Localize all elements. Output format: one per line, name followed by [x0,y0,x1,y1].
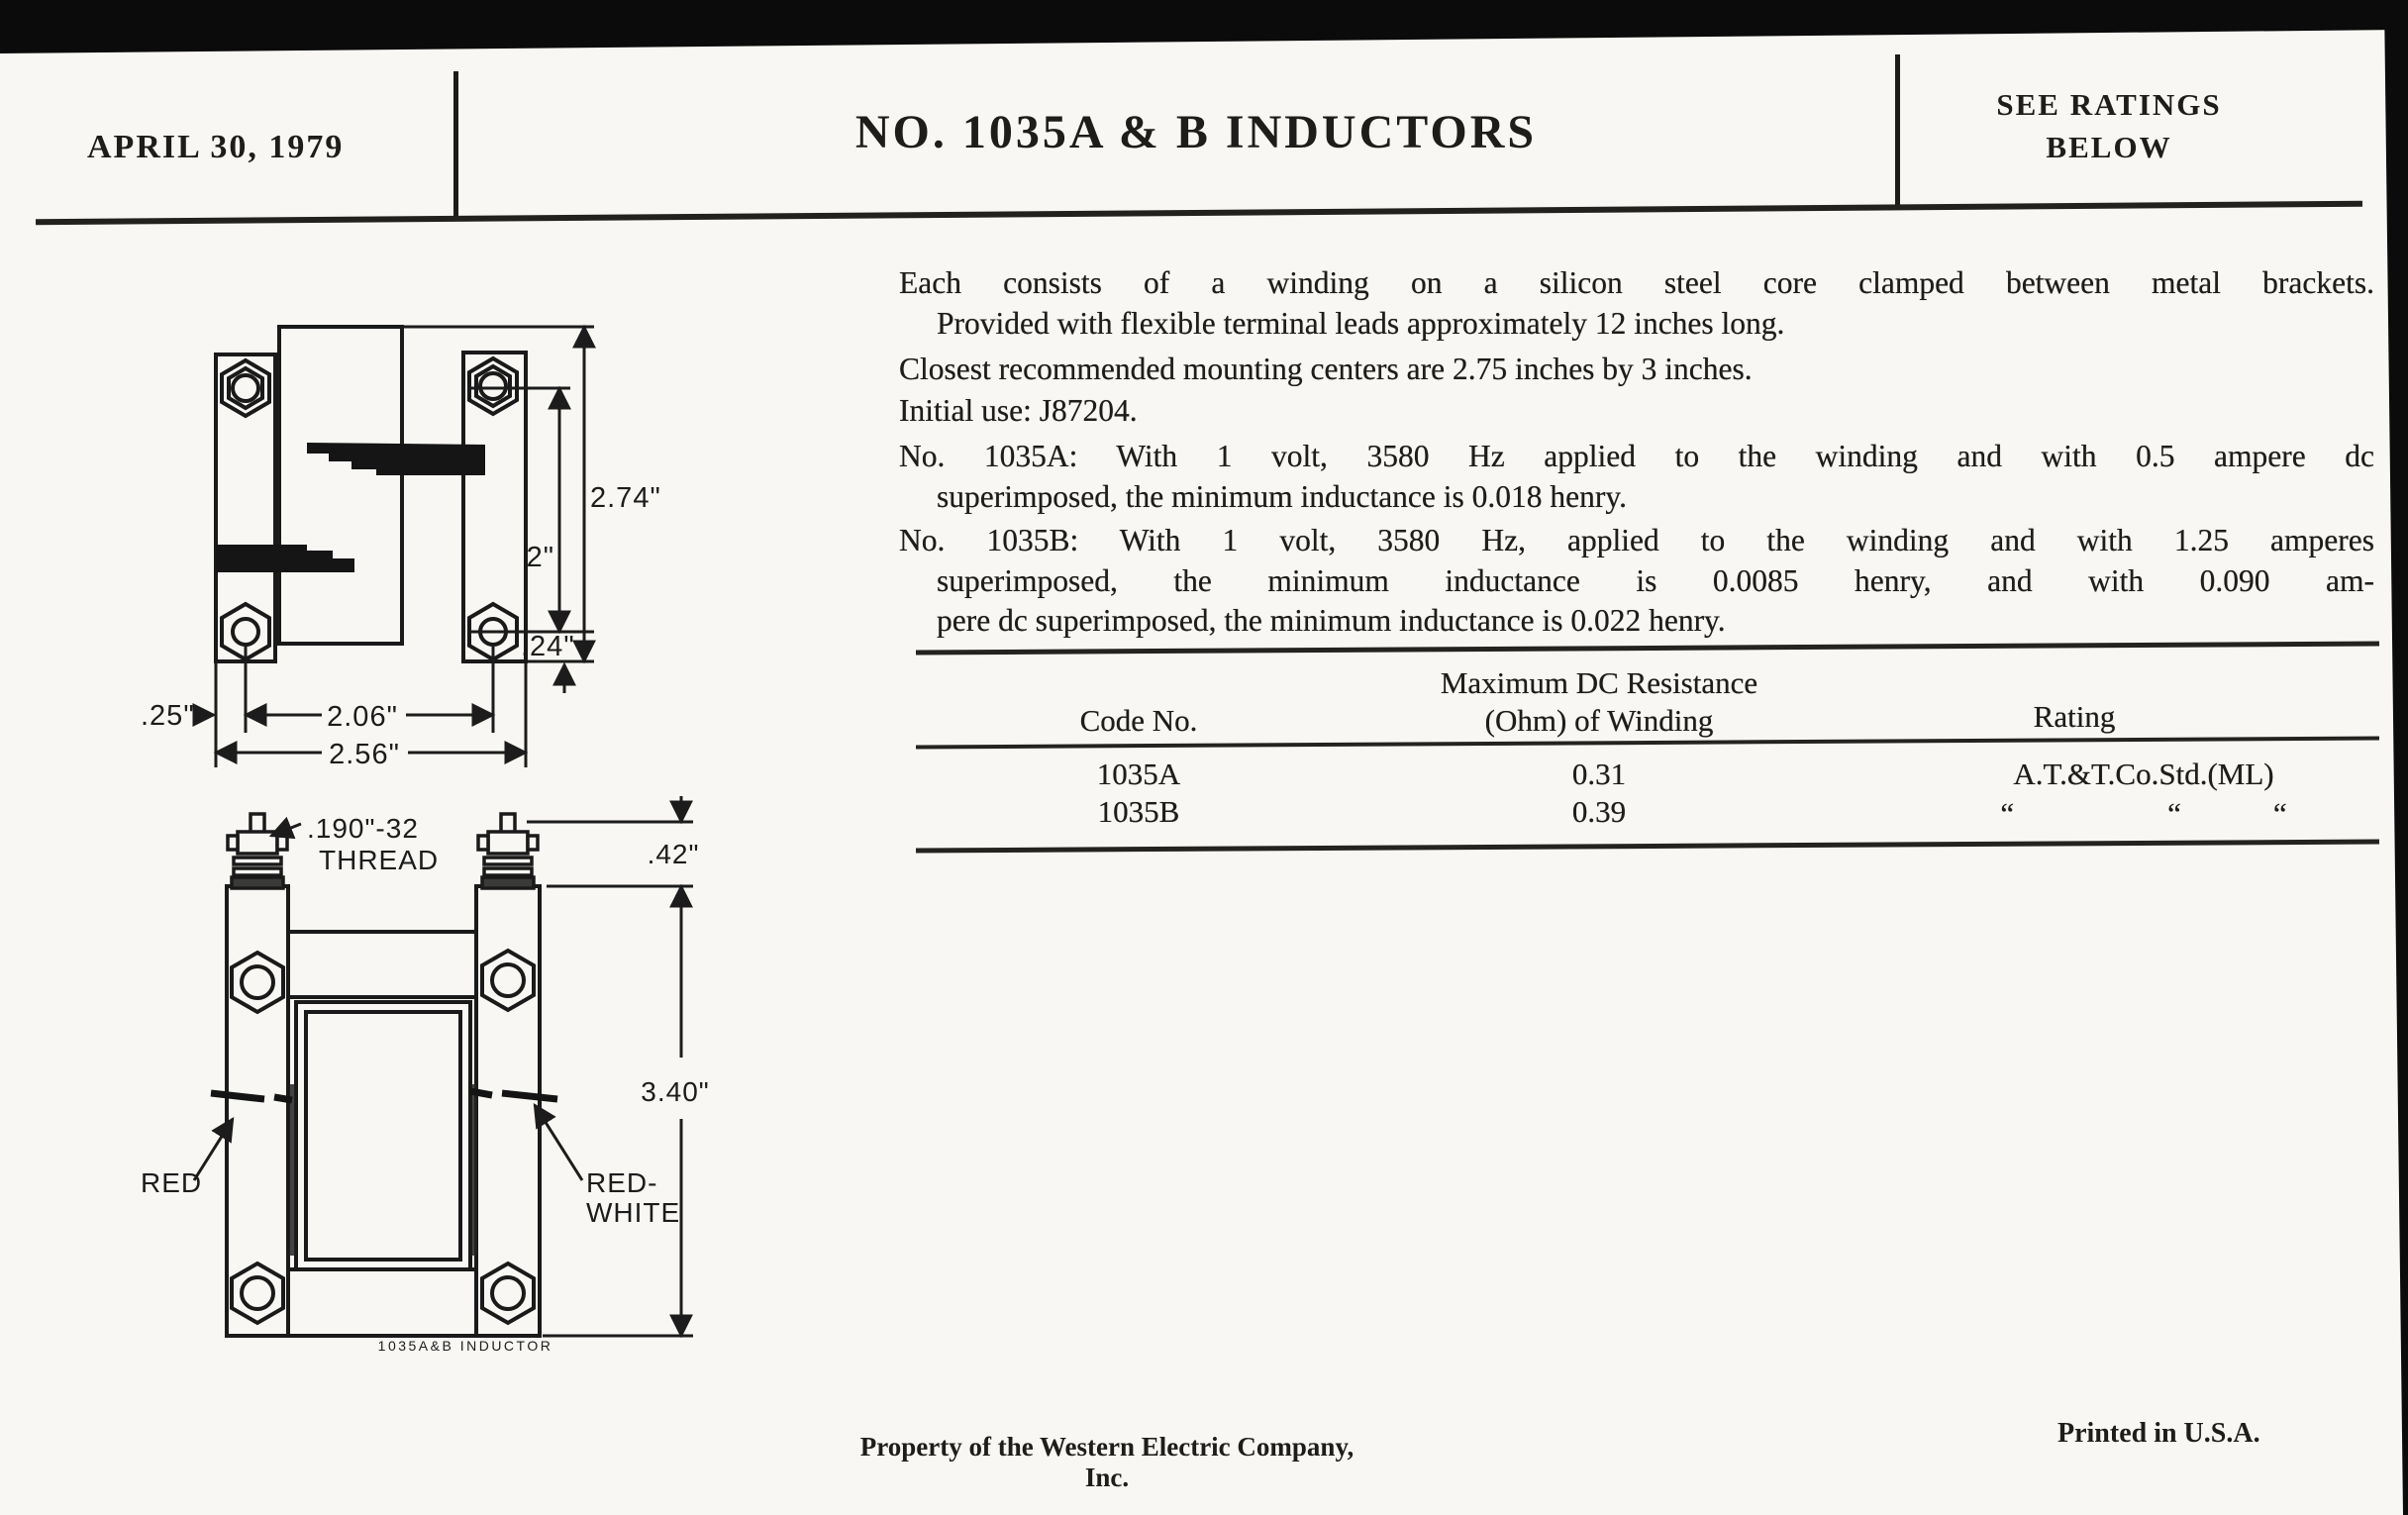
cell-code: 1035B [1097,794,1180,829]
header-divider-left [453,71,458,216]
para-line: Closest recommended mounting centers are 2.75 inches by 3 inches. [899,352,1753,386]
para-line: No. 1035A: With 1 volt, 3580 Hz applied to the winding and with 0.5 ampere dc [899,439,2374,473]
top-view-drawing [139,297,693,792]
para-line: superimposed, the minimum inductance is 0.0085 henry, and with 0.090 am- [937,562,2374,598]
ratings-note-line1: SEE RATINGS [1996,87,2222,122]
document-date: APRIL 30, 1979 [87,129,345,165]
right-bracket-plate [476,886,540,1336]
col-header-code: Code No. [1079,703,1198,738]
ratings-note-line2: BELOW [2046,130,2172,164]
cell-resistance: 0.31 [1571,757,1627,791]
lead-label-red: RED [141,1167,203,1198]
bracket-frame [227,886,540,1336]
dim-label-2: 2" [526,542,554,573]
cell-resistance: 0.39 [1571,794,1627,829]
header-divider-right [1895,54,1900,205]
dim-label-340: 3.40" [641,1076,710,1107]
col-header-resistance-2: (Ohm) of Winding [1484,703,1714,738]
front-view-drawing [139,792,713,1366]
lead-label-redwhite-1: RED- [586,1167,658,1198]
para-line: superimposed, the minimum inductance is 0.018 henry. [937,478,1627,514]
dim-label-256: 2.56" [329,739,400,770]
cell-code: 1035A [1096,757,1181,791]
scan-edge-top [0,0,2408,53]
thread-label-line1: .190"-32 [307,813,419,844]
cell-rating: A.T.&T.Co.Std.(ML) [2013,757,2274,791]
para-line: Each consists of a winding on a silicon steel core clamped between metal brackets. [899,265,2374,300]
dim-label-024: .24" [521,631,575,662]
dim-label-274: 2.74" [590,482,661,514]
bottom-strap [288,1269,476,1336]
page-title: NO. 1035A & B INDUCTORS [854,106,1538,158]
table-rule-bottom [916,839,2379,853]
dim-label-206: 2.06" [327,701,398,733]
para-line: pere dc superimposed, the minimum inductance is 0.022 henry. [937,603,1726,638]
core-window-inner [306,1012,460,1260]
col-header-rating: Rating [2033,699,2116,734]
thread-label-line2: THREAD [319,845,440,875]
core-body [279,327,402,644]
drawing-caption: 1035A&B INDUCTOR [377,1338,553,1354]
scan-edge-right [2382,0,2408,1515]
dim-label-042: .42" [647,839,700,869]
dim-label-025: .25" [141,700,195,732]
lead-label-redwhite-2: WHITE [586,1197,681,1228]
para-line: Provided with flexible terminal leads approximately 12 inches long. [937,305,1785,341]
footer-property-note: Property of the Western Electric Company, Inc. [859,1432,1354,1492]
description-block [899,263,2374,642]
footer-printed-note: Printed in U.S.A. [2057,1418,2260,1449]
ratings-table [916,646,2379,854]
para-line: Initial use: J87204. [899,392,1138,428]
para-line: No. 1035B: With 1 volt, 3580 Hz, applied to the winding and with 1.25 amperes [899,523,2374,557]
ratings-note [1931,83,2287,168]
header-rule [36,201,2362,225]
col-header-resistance-1: Maximum DC Resistance [1440,665,1758,700]
top-strap [288,932,476,997]
cell-rating-ditto: “ “ “ [2000,796,2287,831]
table-rule-top [916,641,2379,655]
